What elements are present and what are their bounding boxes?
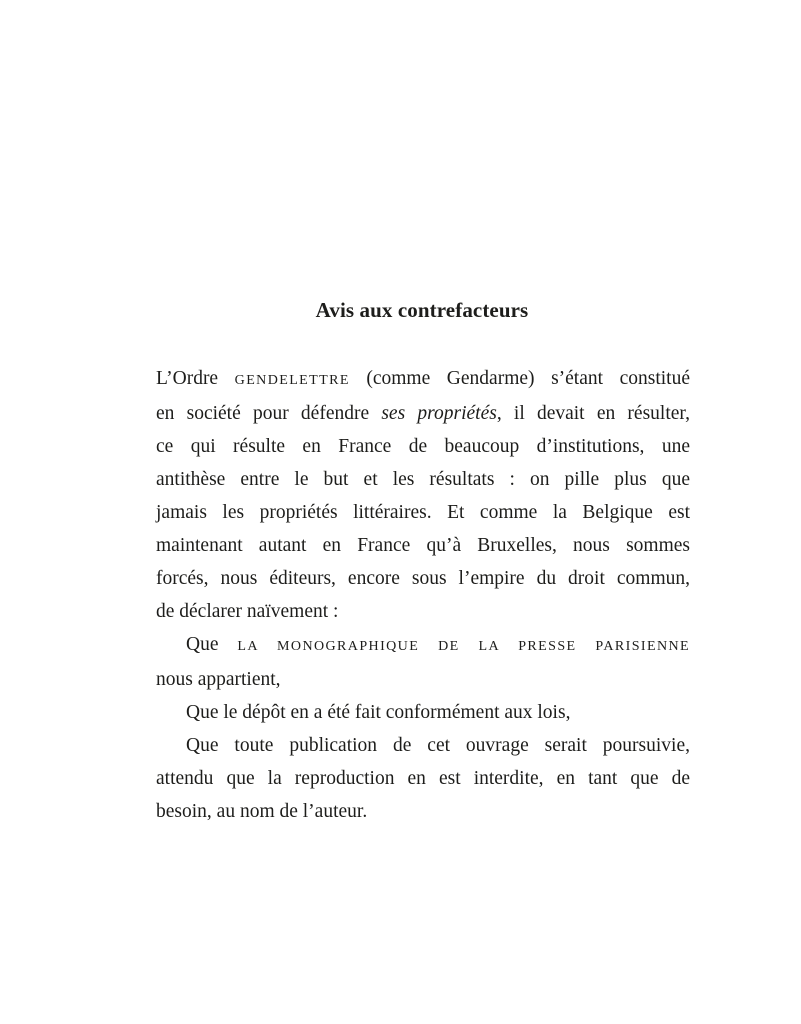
smallcaps-title: LA MONOGRAPHIQUE DE LA PRESSE PARISIENNE	[237, 638, 690, 654]
text-line: nous appartient,	[156, 669, 281, 690]
notice-body	[156, 362, 690, 828]
paragraph-declaration	[156, 362, 690, 628]
italic-phrase: ses propriétés	[381, 403, 497, 424]
text-line	[156, 362, 690, 397]
text-run: (comme Gendarme) s’étant constitué	[349, 368, 690, 389]
paragraph-ownership	[156, 628, 690, 696]
text-line: besoin, au nom de l’auteur.	[156, 801, 368, 822]
text-line: Que toute publication de cet ouvrage serait poursuivie,	[186, 735, 690, 756]
text-run: L’Ordre	[156, 368, 235, 389]
text-line: jamais les propriétés littéraires. Et comme la Belgique est	[156, 502, 690, 523]
text-line: de déclarer naïvement :	[156, 601, 339, 622]
paragraph-deposit	[156, 696, 690, 729]
text-run: en société pour défendre	[156, 403, 382, 424]
smallcaps-term: GENDELETTRE	[234, 372, 350, 388]
text-line: ce qui résulte en France de beaucoup d’institutions, une	[156, 436, 690, 457]
text-line: forcés, nous éditeurs, encore sous l’empire du droit commun,	[156, 568, 690, 589]
text-line: Que le dépôt en a été fait conformément aux lois,	[186, 702, 571, 723]
text-line: maintenant autant en France qu’à Bruxelles, nous sommes	[156, 535, 690, 556]
text-line: attendu que la reproduction en est interdite, en tant que de	[156, 768, 690, 789]
text-line: antithèse entre le but et les résultats : on pille plus que	[156, 469, 690, 490]
text-run: Que	[186, 634, 238, 655]
text-line	[156, 628, 690, 663]
text-line	[156, 397, 690, 430]
page-heading: Avis aux contrefacteurs	[315, 298, 529, 322]
paragraph-prohibition	[156, 729, 690, 828]
text-run: , il devait en résulter,	[496, 403, 690, 424]
